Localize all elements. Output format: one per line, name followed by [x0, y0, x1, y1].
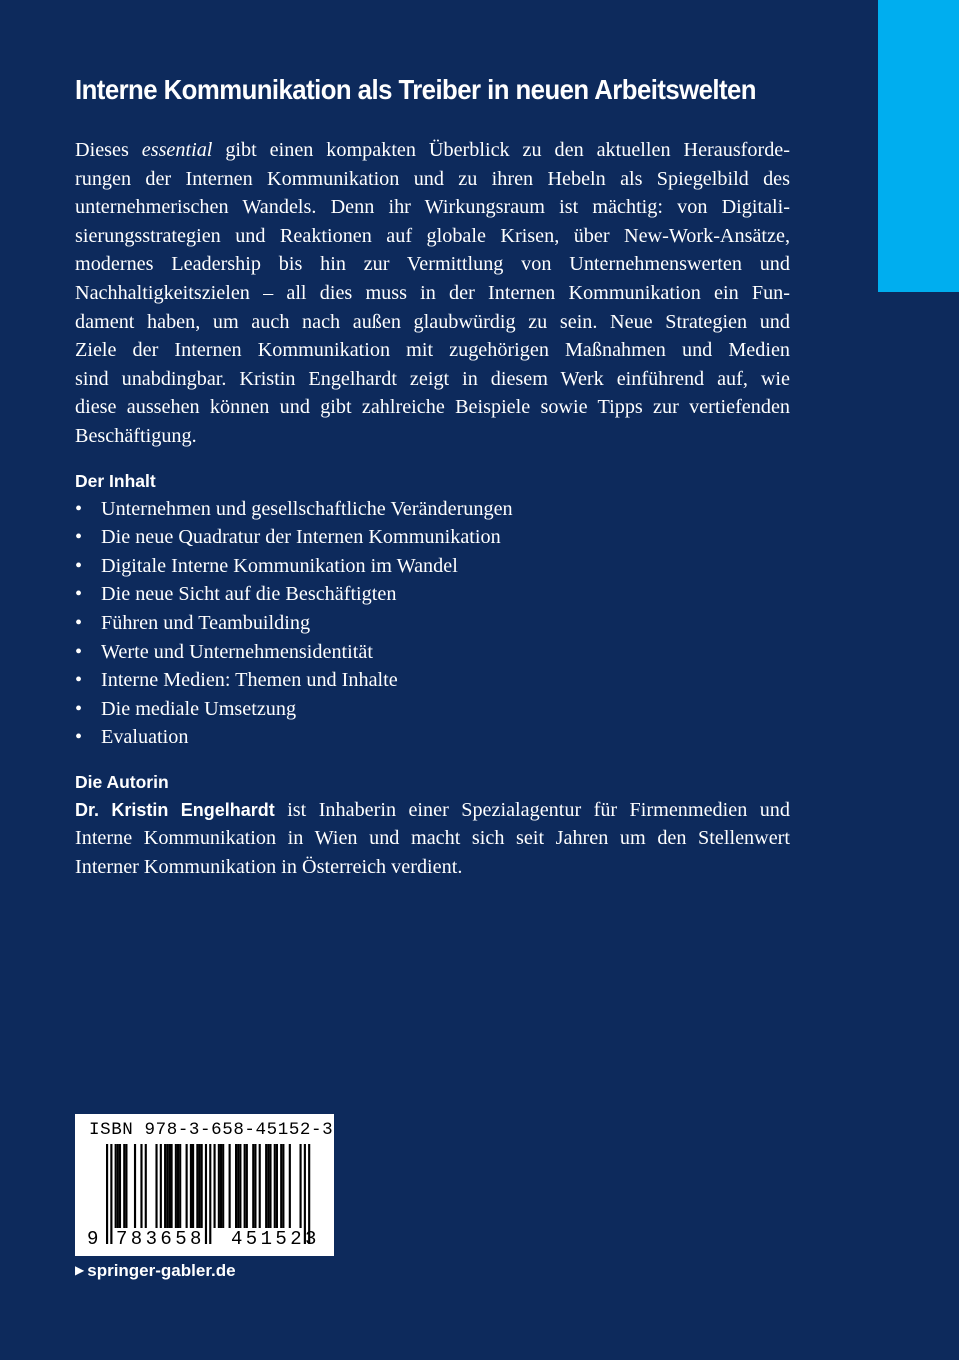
list-item: • Werte und Unternehmensidentität	[75, 638, 790, 667]
barcode-bar	[267, 1144, 269, 1228]
intro-line: dament haben, um auch nach außen glaubwürdig zu sein. Neue Strategien und	[75, 310, 790, 333]
barcode-bar	[196, 1144, 198, 1228]
barcode-bar	[205, 1144, 207, 1244]
bullet-icon: •	[75, 611, 83, 634]
contents-heading: Der Inhalt	[75, 470, 156, 491]
barcode-bar	[235, 1144, 237, 1228]
intro-line: Beschäftigung.	[75, 424, 197, 447]
barcode-bar	[177, 1144, 179, 1228]
bullet-icon: •	[75, 726, 83, 749]
barcode-bar	[246, 1144, 248, 1228]
barcode-bar	[115, 1144, 117, 1228]
barcode-bar	[252, 1144, 254, 1228]
barcode-bar	[175, 1144, 177, 1228]
publisher-url: springer-gabler.de	[87, 1261, 236, 1280]
barcode-bar	[179, 1144, 181, 1228]
list-item: • Interne Medien: Themen und Inhalte	[75, 666, 790, 695]
author-line: Dr. Kristin Engelhardt ist Inhaberin einer Spezialagentur für Firmenmedien und	[75, 798, 790, 821]
author-name: Dr. Kristin Engelhardt	[75, 799, 275, 820]
barcode-bar	[220, 1144, 222, 1228]
barcode-digits-right: 451523	[231, 1228, 320, 1250]
barcode-bar	[166, 1144, 168, 1228]
barcode-bar	[214, 1144, 216, 1228]
publisher-link[interactable]	[75, 1261, 236, 1281]
back-cover-content	[75, 72, 790, 882]
bullet-icon: •	[75, 697, 83, 720]
barcode-bar	[125, 1144, 127, 1228]
barcode-bar	[254, 1144, 256, 1228]
bullet-icon: •	[75, 583, 83, 606]
author-line: Interne Kommunikation in Wien und macht sich seit Jahren um den Stellenwert	[75, 827, 790, 850]
barcode-bar	[229, 1144, 231, 1228]
barcode-bar	[209, 1144, 211, 1244]
arrow-right-icon: ▶	[75, 1263, 85, 1277]
bullet-icon: •	[75, 497, 83, 520]
barcode-bar	[117, 1144, 119, 1228]
isbn-label: ISBN 978-3-658-45152-3	[89, 1120, 334, 1140]
barcode-bar	[198, 1144, 200, 1228]
list-item: • Führen und Teambuilding	[75, 609, 790, 638]
barcode-bar	[276, 1144, 278, 1228]
contents-list	[75, 495, 790, 752]
barcode-bar	[140, 1144, 142, 1228]
barcode-bar	[106, 1144, 108, 1244]
barcode-bar	[190, 1144, 192, 1228]
barcode-bar	[123, 1144, 125, 1228]
barcode-bar	[134, 1144, 136, 1228]
barcode-bar	[280, 1144, 282, 1228]
bullet-icon: •	[75, 640, 83, 663]
barcode-bar	[160, 1144, 162, 1228]
author-line: Interner Kommunikation in Österreich verdient.	[75, 856, 463, 879]
isbn-barcode	[75, 1114, 334, 1256]
book-title: Interne Kommunikation als Treiber in neuen Arbeitswelten	[75, 74, 756, 105]
bullet-icon: •	[75, 669, 83, 692]
barcode-bar	[239, 1144, 241, 1228]
barcode-digits-left: 783658	[116, 1228, 205, 1250]
intro-line: Nachhaltigkeitszielen – all dies muss in der Internen Kommunikation ein Fun-	[75, 281, 790, 304]
barcode-bar	[110, 1144, 112, 1244]
intro-line: modernes Leadership bis hin zur Vermittlung von Unternehmenswerten und	[75, 253, 790, 276]
author-paragraph	[75, 796, 790, 882]
barcode-bar	[201, 1144, 203, 1228]
barcode-bar	[186, 1144, 188, 1228]
intro-line: rungen der Internen Kommunikation und zu ihren Hebeln als Spiegelbild des	[75, 167, 790, 190]
contents-section	[75, 467, 790, 752]
essential-emphasis: essential	[141, 139, 213, 161]
bullet-icon: •	[75, 554, 83, 577]
barcode-bar	[155, 1144, 157, 1228]
intro-line: diese aussehen können und gibt zahlreiche Beispiele sowie Tipps zur vertiefenden	[75, 396, 790, 419]
list-item: • Unternehmen und gesellschaftliche Veränderungen	[75, 495, 790, 524]
intro-paragraph	[75, 136, 790, 451]
list-item: • Die mediale Umsetzung	[75, 695, 790, 724]
intro-line: Dieses essential gibt einen kompakten Überblick zu den aktuellen Herausforde-	[75, 139, 790, 161]
intro-line: Ziele der Internen Kommunikation mit zugehörigen Maßnahmen und Medien	[75, 339, 790, 362]
list-item: • Die neue Quadratur der Internen Kommunikation	[75, 523, 790, 552]
list-item: • Evaluation	[75, 723, 790, 752]
intro-line: sind unabdingbar. Kristin Engelhardt zeigt in diesem Werk einführend auf, wie	[75, 367, 790, 390]
barcode-bar	[145, 1144, 147, 1228]
author-section	[75, 768, 790, 882]
list-item: • Digitale Interne Kommunikation im Wandel	[75, 552, 790, 581]
barcode-bar	[171, 1144, 173, 1228]
barcode-bar	[222, 1144, 224, 1228]
barcode-bar	[119, 1144, 121, 1228]
barcode-bar	[164, 1144, 166, 1228]
barcode-bar	[192, 1144, 194, 1228]
barcode-bar	[289, 1144, 291, 1228]
barcode-bar	[282, 1144, 284, 1228]
author-heading: Die Autorin	[75, 771, 169, 792]
accent-bar	[878, 0, 959, 292]
barcode-bar	[218, 1144, 220, 1228]
barcode-bar	[168, 1144, 170, 1228]
barcode-bar	[259, 1144, 261, 1228]
barcode-digit-first: 9	[87, 1228, 99, 1250]
intro-line: sierungsstrategien und Reaktionen auf globale Krisen, über New-Work-Ansätze,	[75, 224, 790, 247]
barcode-bar	[237, 1144, 239, 1228]
barcode-bar	[265, 1144, 267, 1228]
barcode-bar	[300, 1144, 302, 1228]
intro-line: unternehmerischen Wandels. Denn ihr Wirkungsraum ist mächtig: von Digitali-	[75, 196, 790, 219]
barcode-bar	[274, 1144, 276, 1228]
barcode-bar	[244, 1144, 246, 1228]
bullet-icon: •	[75, 526, 83, 549]
list-item: • Die neue Sicht auf die Beschäftigten	[75, 580, 790, 609]
barcode-bar	[269, 1144, 271, 1228]
